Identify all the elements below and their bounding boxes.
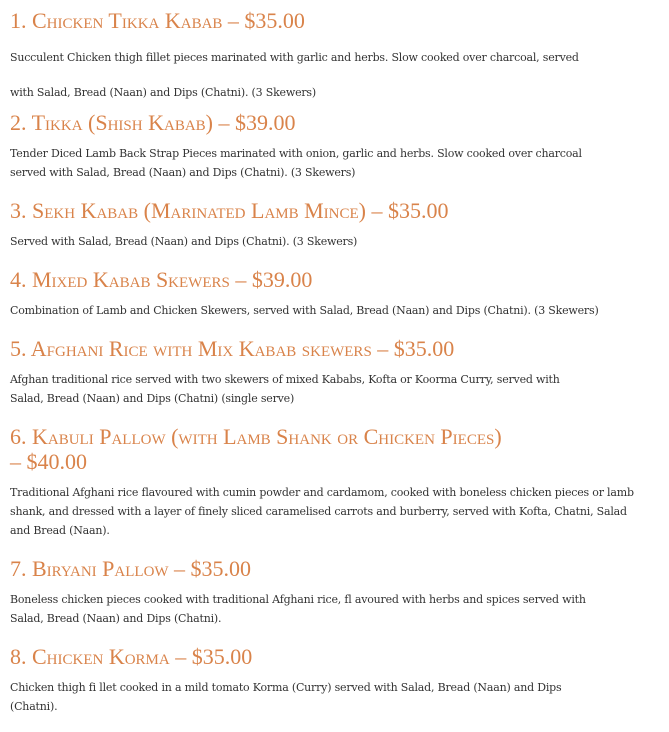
menu-item-description <box>10 301 599 320</box>
description-line: with Salad, Bread (Naan) and Dips (Chatni). (3 Skewers) <box>10 86 316 99</box>
description-line: Salad, Bread (Naan) and Dips (Chatni) (single serve) <box>10 392 295 405</box>
menu-item-title-line: – $40.00 <box>10 449 87 474</box>
menu-item-title <box>10 8 305 33</box>
menu-item-title-line: 7. Biryani Pallow – $35.00 <box>10 556 252 581</box>
menu-item-title <box>10 110 296 135</box>
menu-item-description <box>10 483 634 540</box>
description-line: Boneless chicken pieces cooked with traditional Afghani rice, fl avoured with herbs and spices served with <box>10 593 586 606</box>
description-line: Chicken thigh fi llet cooked in a mild tomato Korma (Curry) served with Salad, Bread (Naan) and Dips <box>10 681 562 694</box>
menu-item-description <box>10 40 579 110</box>
description-line: Traditional Afghani rice flavoured with cumin powder and cardamom, cooked with boneless chicken pieces or lamb <box>10 486 634 499</box>
menu-item-title-line: 5. Afghani Rice with Mix Kabab skewers – $35.00 <box>10 336 455 361</box>
menu-item-description <box>10 590 586 628</box>
menu-item-description <box>10 370 560 408</box>
menu-item-title <box>10 424 502 474</box>
menu-item-description <box>10 232 357 251</box>
description-line: served with Salad, Bread (Naan) and Dips (Chatni). (3 Skewers) <box>10 166 356 179</box>
menu-item-title-line: 3. Sekh Kabab (Marinated Lamb Mince) – $35.00 <box>10 198 449 223</box>
menu-item-title <box>10 198 449 223</box>
menu-item-title <box>10 336 454 361</box>
description-line: Salad, Bread (Naan) and Dips (Chatni). <box>10 612 222 625</box>
menu-item-title-line: 8. Chicken Korma – $35.00 <box>10 644 253 669</box>
description-line: Combination of Lamb and Chicken Skewers, served with Salad, Bread (Naan) and Dips (Chatni). (3 Skewers) <box>10 304 599 317</box>
menu-item-title <box>10 556 251 581</box>
description-line: Served with Salad, Bread (Naan) and Dips (Chatni). (3 Skewers) <box>10 235 358 248</box>
menu-item-description <box>10 678 561 716</box>
menu-item-title-line: 2. Tikka (Shish Kabab) – $39.00 <box>10 110 296 135</box>
menu-item-description <box>10 144 582 182</box>
menu-item-title <box>10 644 252 669</box>
description-line: (Chatni). <box>10 700 58 713</box>
menu-item-title-line: 6. Kabuli Pallow (with Lamb Shank or Chicken Pieces) <box>10 424 502 449</box>
menu-item-title-line: 4. Mixed Kabab Skewers – $39.00 <box>10 267 313 292</box>
menu-item-title <box>10 267 312 292</box>
description-line: and Bread (Naan). <box>10 524 110 537</box>
description-line: Afghan traditional rice served with two skewers of mixed Kababs, Kofta or Koorma Curry, served with <box>10 373 560 386</box>
description-line: shank, and dressed with a layer of finely sliced caramelised carrots and burberry, served with Kofta, Chatni, Salad <box>10 505 627 518</box>
menu-item-title-line: 1. Chicken Tikka Kabab – $35.00 <box>10 8 305 33</box>
description-line: Tender Diced Lamb Back Strap Pieces marinated with onion, garlic and herbs. Slow cooked over charcoal <box>10 147 582 160</box>
description-line: Succulent Chicken thigh fillet pieces marinated with garlic and herbs. Slow cooked over charcoal, served <box>10 51 579 64</box>
